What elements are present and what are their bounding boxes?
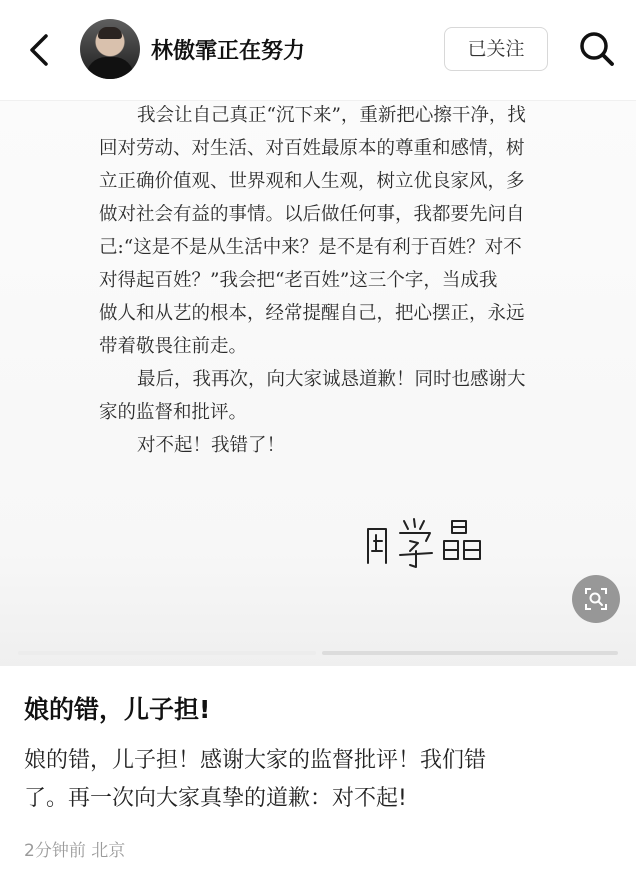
handwritten-signature (360, 511, 500, 571)
letter-line: 最后，我再次，向大家诚恳道歉！同时也感谢大 (137, 369, 526, 390)
search-button[interactable] (578, 30, 616, 68)
post-body-line: 了。再一次向大家真挚的道歉：对不起! (24, 786, 407, 811)
letter-line: 做人和从艺的根本，经常提醒自己，把心摆正，永远 (99, 303, 525, 324)
carousel-indicator (18, 651, 618, 655)
avatar[interactable] (80, 19, 140, 79)
post-body (24, 742, 614, 818)
top-bar (0, 0, 636, 101)
username[interactable]: 林傲霏正在努力 (151, 39, 306, 64)
back-button[interactable] (24, 30, 60, 70)
letter-line: 立正确价值观、世界观和人生观，树立优良家风，多 (99, 171, 525, 192)
letter-line: 对得起百姓？”我会把“老百姓”这三个字，当成我 (99, 270, 498, 291)
avatar-coat (86, 57, 134, 79)
carousel-dot (322, 651, 618, 655)
letter-line: 带着敬畏往前走。 (99, 336, 248, 357)
letter-line: 我会让自己真正“沉下来”，重新把心擦干净，找 (137, 105, 526, 126)
post-meta: 2分钟前 北京 (24, 841, 126, 861)
follow-button[interactable]: 已关注 (444, 27, 548, 71)
image-search-button[interactable] (572, 575, 620, 623)
letter-text (81, 101, 561, 462)
letter-line: 家的监督和批评。 (99, 402, 248, 423)
carousel-dot (18, 651, 316, 655)
post-body-line: 娘的错，儿子担！感谢大家的监督批评！我们错 (24, 748, 487, 773)
letter-image[interactable] (0, 101, 636, 666)
letter-line: 做对社会有益的事情。以后做任何事，我都要先问自 (99, 204, 525, 225)
image-search-icon (584, 587, 608, 611)
letter-line: 对不起！我错了！ (137, 435, 286, 456)
search-icon (578, 30, 616, 68)
letter-line: 己:“这是不是从生活中来？是不是有利于百姓？对不 (99, 237, 522, 258)
post-title: 娘的错，儿子担! (24, 695, 211, 724)
chevron-left-icon (24, 30, 60, 70)
letter-line: 回对劳动、对生活、对百姓最原本的尊重和感情，树 (99, 138, 525, 159)
avatar-hair (98, 27, 122, 39)
